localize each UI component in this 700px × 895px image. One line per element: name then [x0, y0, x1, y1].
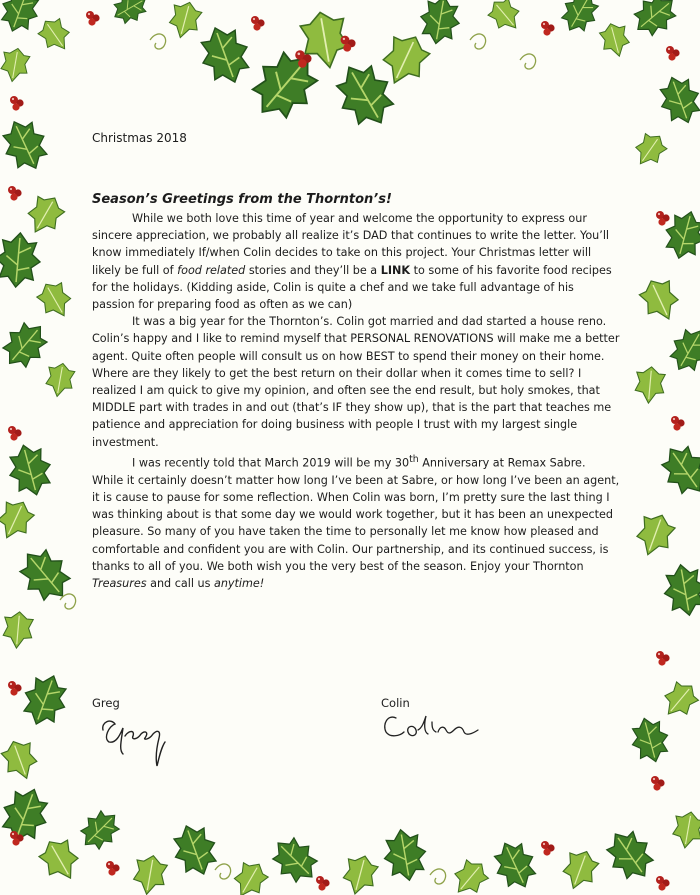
paragraph-3-text-d: and call us: [146, 577, 214, 590]
paragraph-1: [92, 210, 620, 313]
paragraph-1-text-a: While we both love this time of year and welcome the opportunity to express our sincere appreciation, we probably all realize it’s DAD that continues to write the letter. You’ll know immediately If/when Colin decides to take on this project. Your Christmas letter will likely be full of: [92, 212, 610, 277]
border-bottom: [0, 782, 700, 895]
border-left: [0, 46, 79, 784]
greg-signature: [95, 708, 185, 768]
signer-greg-name: Greg: [92, 696, 120, 710]
border-top: [0, 0, 684, 136]
border-right: [627, 71, 700, 791]
paragraph-3-emphasis-anytime: anytime!: [213, 577, 265, 590]
letter-heading: Season’s Greetings from the Thornton’s!: [92, 192, 392, 207]
paragraph-3-superscript: th: [409, 453, 419, 465]
paragraph-1-link-word: LINK: [380, 263, 411, 277]
paragraph-1-emphasis-food: food related: [177, 263, 246, 277]
paragraph-3-emphasis-treasures: Treasures: [92, 577, 147, 590]
colin-signature: [378, 708, 488, 748]
paragraph-3: [92, 451, 620, 592]
paragraph-1-text-c: stories and they’ll be a: [245, 263, 381, 277]
paragraph-3-text-a: I was recently told that March 2019 will be my 30: [132, 456, 410, 470]
paragraph-2: It was a big year for the Thornton’s. Colin got married and dad started a house reno. Colin’s happy and I like to remind myself that PERSONAL RENOVATIONS will make me a better agent. Quite often people will consult us on how BEST to spend their money on their home. Where are they likely to get the best return on their dollar when it comes time to sell? I realized I am quick to give my opinion, and often see the end result, but holy smokes, that MIDDLE part with trades in and out (that’s IF they show up), that is the part that teaches me patience and appreciation for doing business with people I trust with my largest single investment.: [92, 315, 620, 449]
letter-date: Christmas 2018: [92, 131, 187, 145]
paragraph-3-text-b: Anniversary at Remax Sabre. While it certainly doesn’t matter how long I’ve been at Sabre, or how long I’ve been an agent, it is cause to pause for some reflection. When Colin was born, I’m pretty sure the last thing I was thinking about is that some day we would work together, but it has been an unexpected pleasure. So many of you have taken the time to personally let me know how pleased and comfortable and confident you are with Colin. Our partnership, and its continued success, is thanks to all of you. We both wish you the very best of the season. Enjoy your Thornton: [92, 456, 620, 573]
paragraph-1-text-e: to some of his favorite food recipes for the holidays. (Kidding aside, Colin is quite a chef and we take full advantage of his passion for preparing food as often as we can): [92, 263, 612, 312]
letter-body: [92, 210, 620, 592]
signer-colin-name: Colin: [381, 696, 410, 710]
